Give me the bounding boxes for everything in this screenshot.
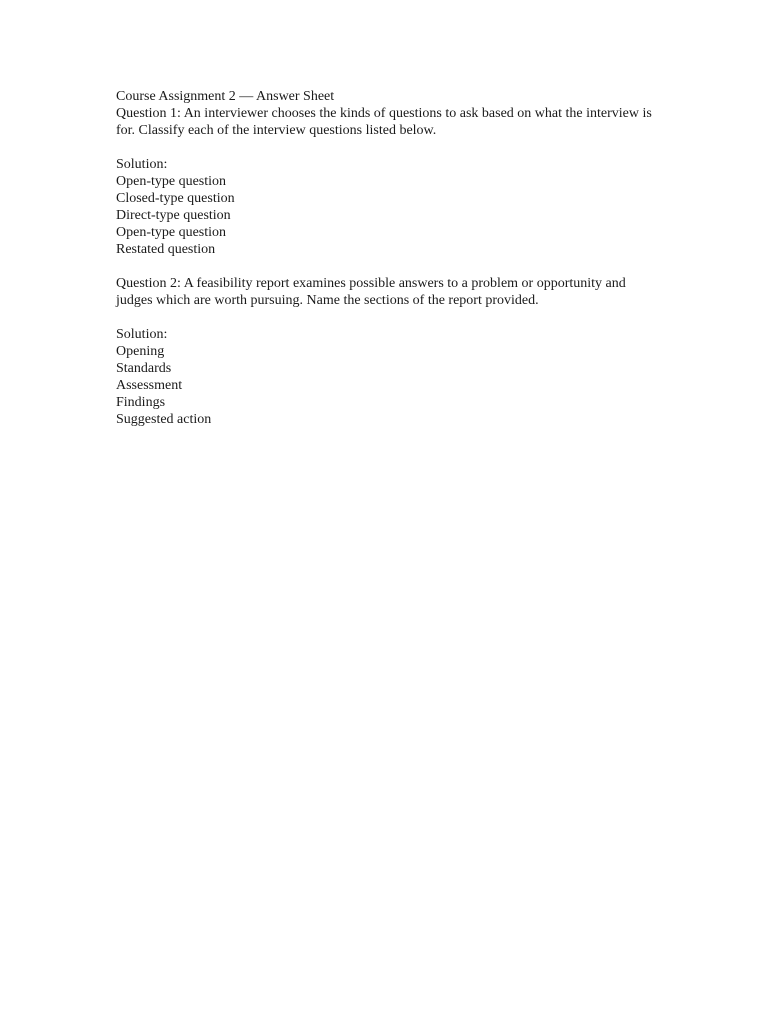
solution-2-item: Standards bbox=[116, 361, 172, 376]
solution-2-list bbox=[116, 343, 656, 428]
solution-1-item: Open-type question bbox=[116, 225, 227, 240]
solution-1-item: Restated question bbox=[116, 242, 216, 257]
solution-1-item: Open-type question bbox=[116, 174, 227, 189]
document-title: Course Assignment 2 — Answer Sheet bbox=[116, 89, 335, 104]
solution-2-label: Solution: bbox=[116, 327, 168, 342]
question-2 bbox=[116, 275, 656, 309]
solution-2-item: Opening bbox=[116, 344, 165, 359]
spacer bbox=[116, 139, 656, 156]
solution-1-item: Closed-type question bbox=[116, 191, 235, 206]
question-1-text: An interviewer chooses the kinds of questions to ask based on what the interview is for. Classify each of the interview questions listed below. bbox=[116, 106, 656, 138]
solution-1-label: Solution: bbox=[116, 157, 168, 172]
question-2-label: Question 2: bbox=[116, 276, 181, 291]
spacer bbox=[116, 258, 656, 275]
question-1-label: Question 1: bbox=[116, 106, 181, 121]
solution-1-list bbox=[116, 173, 656, 258]
document-page bbox=[116, 88, 656, 428]
solution-1-item: Direct-type question bbox=[116, 208, 231, 223]
solution-2-item: Suggested action bbox=[116, 412, 212, 427]
question-1 bbox=[116, 105, 656, 139]
solution-2-item: Assessment bbox=[116, 378, 183, 393]
question-2-text: A feasibility report examines possible answers to a problem or opportunity and judges which are worth pursuing. Name the sections of the report provided. bbox=[116, 276, 630, 308]
solution-2-item: Findings bbox=[116, 395, 166, 410]
spacer bbox=[116, 309, 656, 326]
